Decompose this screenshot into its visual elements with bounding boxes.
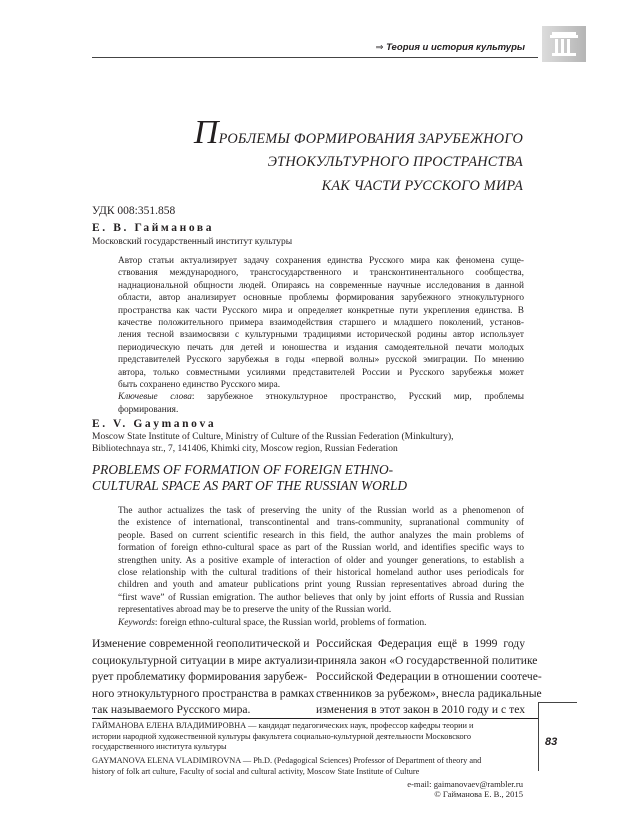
abstract-ru <box>118 255 524 416</box>
body-line: социокультурной ситуации в мире актуализи- <box>92 653 318 667</box>
author-name-ru: Е. В. Гайманова <box>92 222 215 234</box>
author-affiliation-en-1: Moscow State Institute of Culture, Ministry of Culture of the Russian Federation (Minkultury), <box>92 432 454 442</box>
section-name: Теория и история культуры <box>386 42 525 53</box>
abstract-line: close relationship with the cultural traditions of their historical homeland author uses periodicals for <box>118 568 524 579</box>
copyright: © Гайманова Е. В., 2015 <box>434 789 523 800</box>
udk-code: УДК 008:351.858 <box>92 205 176 217</box>
body-line: ственников за рубежом», внесла радикальные <box>316 686 542 700</box>
abstract-line: Автор статьи актуализирует задачу сохранения единства Русского мира как феномена суще- <box>118 256 524 266</box>
title-en-line-1: PROBLEMS OF FORMATION OF FOREIGN ETHNO- <box>92 462 394 477</box>
abstract-line: “first wave” of Russian emigration. The author believes that only by joint efforts of Russia and Russian <box>118 592 524 603</box>
body-line: рует проблематику формирования зарубеж- <box>92 670 308 684</box>
arrow-icon: ⇒ <box>375 42 384 53</box>
abstract-line: people. Based on current scientific research in this field, the author analyzes the main problems of <box>118 530 524 541</box>
abstract-line: качестве положительного примера взаимодействия старшего и младшего поколений, установ- <box>118 318 524 329</box>
body-line: Российской Федерации в отношении соотече- <box>316 670 542 684</box>
abstract-line: быть сохранено единство Русского мира. <box>118 380 281 391</box>
page-number: 83 <box>545 736 558 748</box>
abstract-line: representatives abroad may be to preserve the unity of the Russian world. <box>118 605 392 616</box>
keywords-ru: Ключевые слова: зарубежное этнокультурное пространство, Русский мир, проблемы <box>118 392 524 403</box>
header-rule <box>92 57 538 58</box>
abstract-line: ления тесной взаимосвязи с культурными традициями исторической родины автор использует <box>118 330 524 341</box>
abstract-line: strengthen unity. As a positive example of interaction of older and younger generations, to establish a <box>118 555 524 566</box>
abstract-line: представителей Русского зарубежья в годы «первой волны» русской эмиграции. По мнению <box>118 355 524 366</box>
body-line: приняла закон «О государственной политике <box>316 653 538 667</box>
abstract-line: области, автор анализирует основные проблемы формирования зарубежного этнокультурного <box>118 293 524 304</box>
abstract-en <box>118 505 524 629</box>
abstract-line: пространства как части Русского мира и определяет конкретные пути укрепления единства. В <box>118 305 524 316</box>
abstract-line: children and youth and amateur publications print young Russian representatives abroad during the <box>118 580 524 591</box>
abstract-line: formation of foreign ethno-cultural space as part of the Russian world, and identifies specific ways to <box>118 543 524 554</box>
abstract-line: периодическую печать для детей и юношества и издания самодеятельной печати молодых <box>118 342 524 353</box>
body-line: Изменение современной геополитической и <box>92 637 310 650</box>
page-corner-frame <box>538 702 577 771</box>
footnote-name-ru: ГАЙМАНОВА ЕЛЕНА ВЛАДИМИРОВНА <box>92 721 247 730</box>
author-affiliation-ru: Московский государственный институт культуры <box>92 237 293 247</box>
title-initial: П <box>193 114 219 151</box>
footnote-rule <box>92 718 538 719</box>
abstract-line: The author actualizes the task of preserving the unity of the Russian world as a phenomenon of <box>118 506 524 516</box>
running-head <box>375 42 525 53</box>
abstract-line: автора, только совместными усилиями представителей России и Русского зарубежья может <box>118 367 524 378</box>
article-title-line-1: ПРОБЛЕМЫ ФОРМИРОВАНИЯ ЗАРУБЕЖНОГО <box>193 114 523 151</box>
keywords-ru-cont: формирования. <box>118 404 179 415</box>
author-email: e-mail: gaimanovaev@rambler.ru <box>407 779 523 789</box>
body-line: ного этнокультурного пространства в рамках <box>92 686 315 700</box>
footnote-ru: ГАЙМАНОВА ЕЛЕНА ВЛАДИМИРОВНА — кандидат педагогических наук, профессор кафедры теории и истории народной художественной культуры факультета социально-культурной деятельности Московского государственного института культуры <box>92 721 474 752</box>
body-line: Российская Федерация ещё в 1999 году <box>316 637 525 650</box>
abstract-line: ствования международного, трансгосударственного и трансконтинентального сообщества, <box>118 268 524 279</box>
body-column-right <box>316 636 542 719</box>
footnote-name-en: GAYMANOVA ELENA VLADIMIROVNA <box>92 756 241 765</box>
article-title-line-3: КАК ЧАСТИ РУССКОГО МИРА <box>321 178 523 194</box>
author-name-en: E. V. Gaymanova <box>92 418 217 430</box>
body-line: так называемого Русского мира. <box>92 703 251 717</box>
column-icon <box>550 31 578 57</box>
article-title-line-2: ЭТНОКУЛЬТУРНОГО ПРОСТРАНСТВА <box>267 154 523 170</box>
keywords-label: Keywords <box>118 617 155 628</box>
body-line: изменения в этот закон в 2010 году и с тех <box>316 703 525 717</box>
abstract-line: наднациональной общности людей. Опираясь на современные научные исследования в данной <box>118 280 524 291</box>
article-title-en <box>92 462 532 494</box>
journal-logo <box>542 26 586 62</box>
title-en-line-2: CULTURAL SPACE AS PART OF THE RUSSIAN WORLD <box>92 478 408 493</box>
keywords-label: Ключевые слова <box>118 392 192 403</box>
footnote-en: GAYMANOVA ELENA VLADIMIROVNA — Ph.D. (Pedagogical Sciences) Professor of Department of theory and history of folk art culture, Faculty of social and cultural activity, Moscow State Institute of Culture <box>92 756 482 776</box>
contact-info <box>407 779 523 800</box>
author-affiliation-en-2: Bibliotechnaya str., 7, 141406, Khimki city, Moscow region, Russian Federation <box>92 444 398 454</box>
abstract-line: the existence of international, transcontinental and trans-community, supranational community of <box>118 518 524 529</box>
body-column-left <box>92 636 318 719</box>
keywords-en: Keywords: foreign ethno-cultural space, the Russian world, problems of formation. <box>118 617 427 628</box>
